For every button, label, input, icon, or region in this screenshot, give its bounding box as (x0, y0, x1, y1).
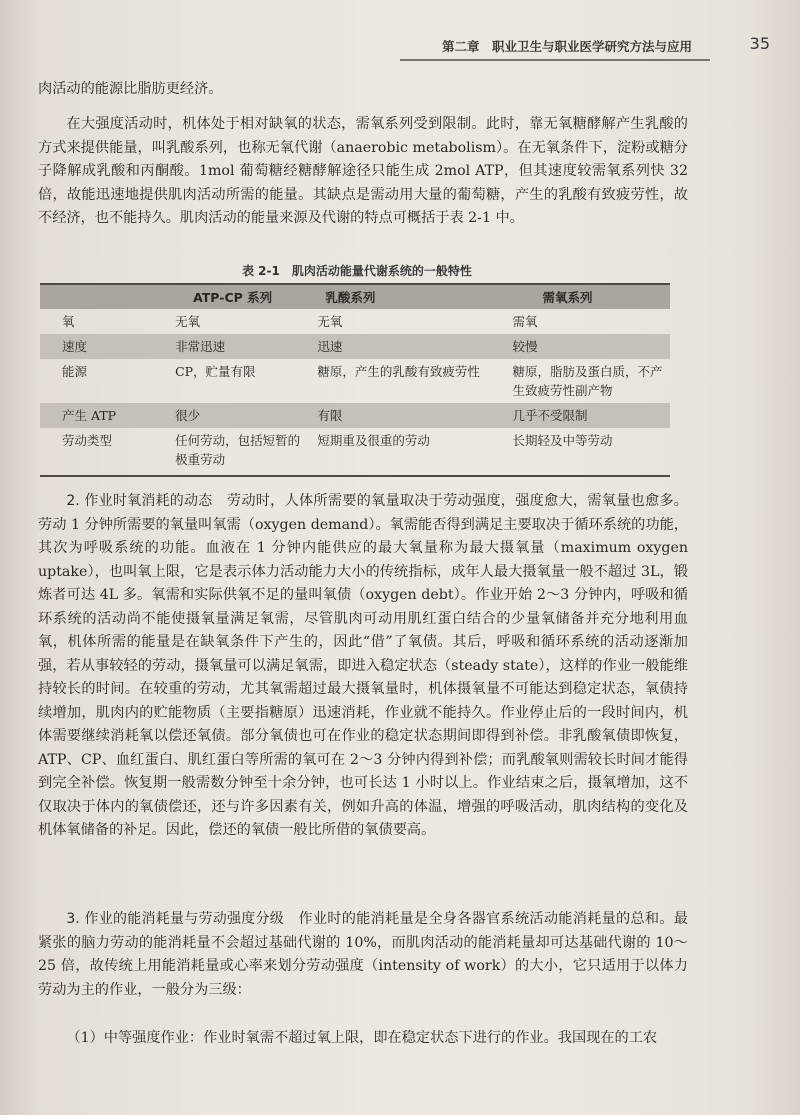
section-energy-expenditure (38, 908, 688, 1002)
table-header-cell: 乳酸系列 (317, 284, 512, 309)
paragraph-text: 在大强度活动时，机体处于相对缺氧的状态，需氧系列受到限制。此时，靠无氧糖酵解产生乳酸的方式来提供能量，叫乳酸系列，也称无氧代谢（anaerobic metabolism）。在无氧条件下，淀粉或糖分子降解成乳酸和丙酮酸。1mol 葡萄糖经糖酵解途径只能生成 2mol ATP，但其速度较需氧系列快 32 倍，故能迅速地提供肌肉活动所需的能量。其缺点是需动用大量的葡萄糖，产生的乳酸有致疲劳性，故不经济，也不能持久。肌肉活动的能量来源及代谢的特点可概括于表 2-1 中。 (38, 116, 688, 226)
page-number: 35 (749, 34, 770, 53)
table-row (40, 359, 670, 403)
table-row (40, 403, 670, 428)
table-cell: 很少 (175, 403, 317, 428)
table-cell: CP，贮量有限 (175, 364, 256, 379)
table-cell: 短期重及很重的劳动 (317, 428, 512, 476)
section-heading: 3. 作业的能消耗量与劳动强度分级 (66, 911, 284, 927)
row-label: 劳动类型 (40, 428, 175, 476)
row-label: 产生 ATP (40, 403, 175, 428)
table-header-cell: 需氧系列 (512, 284, 670, 309)
table-header-cell: ATP-CP 系列 (175, 284, 317, 309)
header-rule (400, 59, 710, 61)
paragraph-moderate-work (38, 1027, 688, 1051)
table-row (40, 309, 670, 334)
table-cell: 长期轻及中等劳动 (512, 428, 670, 476)
section-heading: 2. 作业时氧消耗的动态 (66, 493, 213, 509)
row-label: 氧 (62, 314, 75, 329)
running-head (420, 34, 770, 56)
section-body: 劳动时，人体所需要的氧量取决于劳动强度，强度愈大，需氧量也愈多。劳动 1 分钟所需要的氧量叫氧需（oxygen demand）。氧需能否得到满足主要取决于循环系统的功能，其次为呼吸系统的功能。血液在 1 分钟内能供应的最大氧量称为最大摄氧量（maximum oxygen uptake），也叫氧上限，它是表示体力活动能力大小的传统指标，成年人最大摄氧量一般不超过 3L，锻炼者可达 4L 多。氧需和实际供氧不足的量叫氧债（oxygen debt）。作业开始 2～3 分钟内，呼吸和循环系统的活动尚不能使摄氧量满足氧需，尽管肌肉可动用肌红蛋白结合的少量氧储备并充分地利用血氧，机体所需的能量是在缺氧条件下产生的，因此“借”了氧债。其后，呼吸和循环系统的活动逐渐加强，若从事较轻的劳动，摄氧量可以满足氧需，即进入稳定状态（steady state），这样的作业一般能维持较长的时间。在较重的劳动，尤其氧需超过最大摄氧量时，机体摄氧量不可能达到稳定状态，氧债持续增加，肌肉内的贮能物质（主要指糖原）迅速消耗，作业就不能持久。作业停止后的一段时间内，机体需要继续消耗氧以偿还氧债。部分氧债也可在作业的稳定状态期间即得到补偿。非乳酸氧债即恢复，ATP、CP、血红蛋白、肌红蛋白等所需的氧可在 2～3 分钟内得到补偿；而乳酸氧则需较长时间才能得到完全补偿。恢复期一般需数分钟至十余分钟，也可长达 1 小时以上。作业结束之后，摄氧增加，这不仅取决于体内的氧债偿还，还与许多因素有关，例如升高的体温，增强的呼吸活动，肌肉结构的变化及机体氧储备的补足。因此，偿还的氧债一般比所借的氧债要高。 (38, 493, 688, 838)
row-label: 速度 (40, 334, 175, 359)
table-cell: 糖原，脂肪及蛋白质，不产生致疲劳性副产物 (512, 364, 663, 398)
table-cell: 较慢 (512, 334, 670, 359)
section-oxygen-consumption (38, 490, 688, 843)
paragraph-text: （1）中等强度作业：作业时氧需不超过氧上限，即在稳定状态下进行的作业。我国现在的工农 (66, 1030, 658, 1046)
row-label: 能源 (62, 364, 88, 379)
section-body: 作业时的能消耗量是全身各器官系统活动能消耗量的总和。最紧张的脑力劳动的能消耗量不会超过基础代谢的 10%，而肌肉活动的能消耗量却可达基础代谢的 10～25 倍，故传统上用能消耗量或心率来划分劳动强度（intensity of work）的大小，它只适用于以体力劳动为主的作业，一般分为三级： (38, 911, 688, 998)
table-cell: 需氧 (512, 314, 538, 329)
table-cell: 无氧 (175, 314, 201, 329)
paragraph-text (38, 908, 688, 1002)
table-header-cell (40, 284, 175, 309)
table-row (40, 428, 670, 476)
chapter-title: 第二章 职业卫生与职业医学研究方法与应用 (442, 39, 693, 54)
table-header-row (40, 284, 670, 309)
table-cell: 任何劳动，包括短暂的极重劳动 (175, 428, 317, 476)
energy-systems-table (40, 283, 670, 477)
paragraph-lactic-system (38, 113, 688, 231)
table-cell: 有限 (317, 403, 512, 428)
paragraph-text: 肉活动的能源比脂肪更经济。 (38, 81, 223, 97)
table-cell: 无氧 (317, 314, 343, 329)
paragraph-text (38, 490, 688, 843)
table-cell: 几乎不受限制 (512, 403, 670, 428)
table-cell: 糖原，产生的乳酸有致疲劳性 (317, 364, 480, 379)
table-cell: 非常迅速 (175, 334, 317, 359)
table-caption: 表 2-1 肌肉活动能量代谢系统的一般特性 (242, 264, 472, 278)
paragraph-continuation (38, 78, 688, 102)
table-row (40, 334, 670, 359)
table-cell: 迅速 (317, 334, 512, 359)
